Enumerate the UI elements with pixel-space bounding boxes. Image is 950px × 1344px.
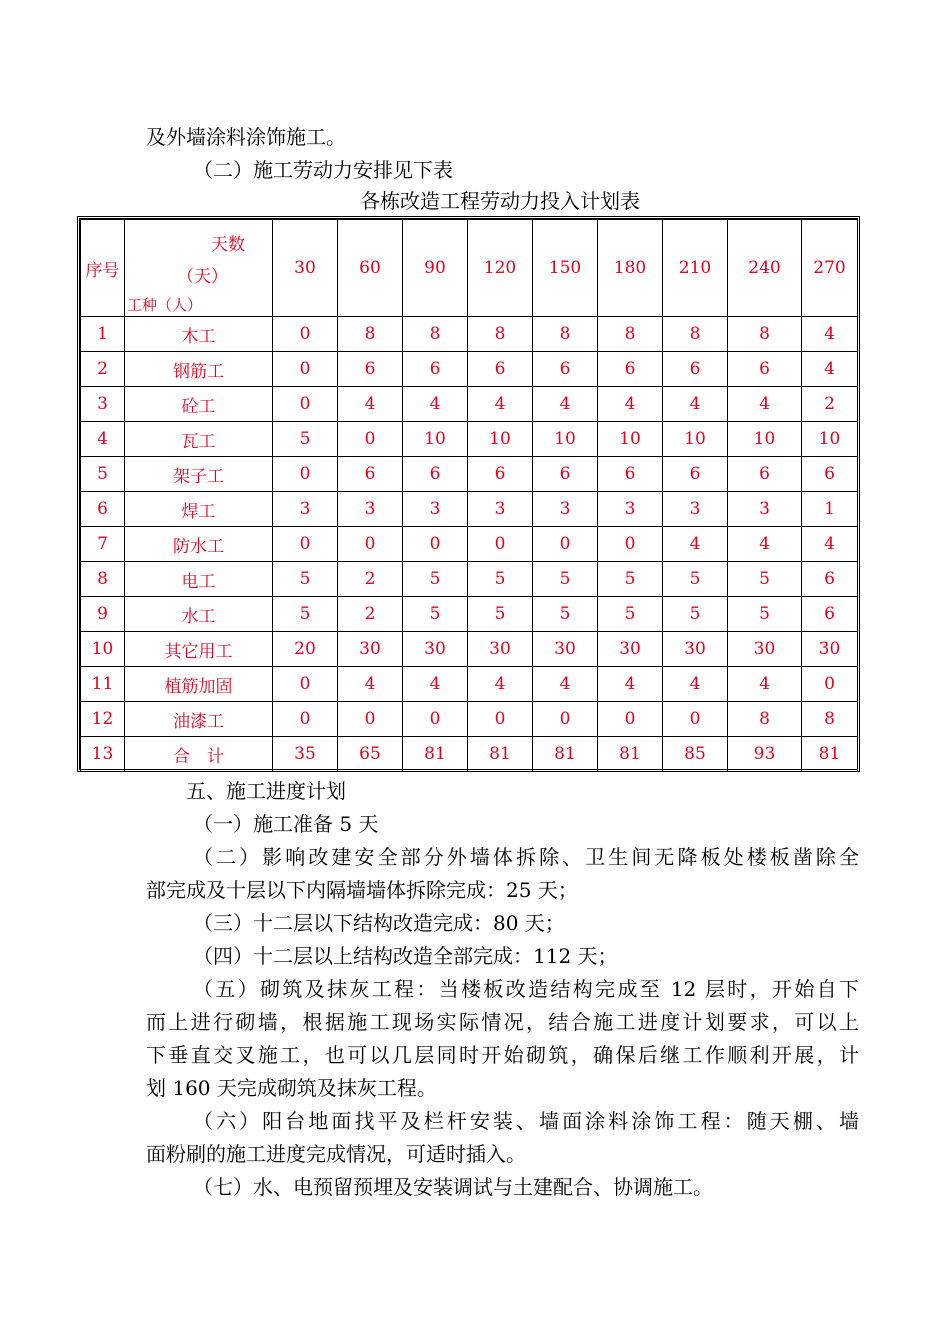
worker-count-cell: 5	[273, 597, 338, 632]
worker-count-cell: 4	[338, 667, 403, 702]
worker-count-cell: 5	[533, 562, 598, 597]
worker-count-cell: 10	[533, 422, 598, 457]
worker-count-cell: 0	[273, 457, 338, 492]
worker-count-cell: 10	[403, 422, 468, 457]
worker-count-cell: 4	[663, 667, 728, 702]
table-row	[81, 737, 858, 772]
trade-name: 架子工	[125, 457, 273, 492]
worker-count-cell: 6	[338, 352, 403, 387]
worker-count-cell: 0	[533, 702, 598, 737]
worker-count-cell: 3	[533, 492, 598, 527]
labor-table-frame	[77, 216, 860, 772]
table-row	[81, 422, 858, 457]
worker-count-cell: 4	[468, 387, 533, 422]
worker-count-cell: 3	[598, 492, 663, 527]
worker-count-cell: 6	[533, 352, 598, 387]
worker-count-cell: 30	[663, 632, 728, 667]
day-header: 120	[468, 220, 533, 317]
row-number: 7	[81, 527, 125, 562]
worker-count-cell: 5	[663, 562, 728, 597]
day-header: 150	[533, 220, 598, 317]
worker-count-cell: 8	[663, 317, 728, 352]
worker-count-cell: 81	[533, 737, 598, 772]
worker-count-cell: 8	[728, 317, 802, 352]
worker-count-cell: 20	[273, 632, 338, 667]
worker-count-cell: 30	[468, 632, 533, 667]
worker-count-cell: 93	[728, 737, 802, 772]
worker-count-cell: 30	[728, 632, 802, 667]
trade-name: 砼工	[125, 387, 273, 422]
worker-count-cell: 8	[468, 317, 533, 352]
worker-count-cell: 8	[598, 317, 663, 352]
table-row	[81, 387, 858, 422]
trade-name: 水工	[125, 597, 273, 632]
table-row	[81, 527, 858, 562]
worker-count-cell: 4	[728, 667, 802, 702]
worker-count-cell: 5	[663, 597, 728, 632]
table-header-row	[81, 220, 858, 317]
row-number: 2	[81, 352, 125, 387]
schedule-item-5-line-4: 划 160 天完成砌筑及抹灰工程。	[146, 1076, 437, 1100]
worker-count-cell: 10	[663, 422, 728, 457]
trade-name: 瓦工	[125, 422, 273, 457]
table-row	[81, 702, 858, 737]
day-header: 60	[338, 220, 403, 317]
row-number: 1	[81, 317, 125, 352]
worker-count-cell: 0	[468, 527, 533, 562]
worker-count-cell: 0	[468, 702, 533, 737]
trade-name: 钢筋工	[125, 352, 273, 387]
worker-count-cell: 6	[598, 457, 663, 492]
worker-count-cell: 81	[802, 737, 858, 772]
worker-count-cell: 0	[273, 527, 338, 562]
worker-count-cell: 0	[598, 527, 663, 562]
schedule-item-3: （三）十二层以下结构改造完成：80 天；	[193, 911, 565, 935]
worker-count-cell: 4	[403, 667, 468, 702]
worker-count-cell: 4	[728, 527, 802, 562]
day-header: 210	[663, 220, 728, 317]
row-number: 12	[81, 702, 125, 737]
worker-count-cell: 3	[468, 492, 533, 527]
worker-count-cell: 6	[403, 457, 468, 492]
worker-count-cell: 5	[533, 597, 598, 632]
day-header: 90	[403, 220, 468, 317]
worker-count-cell: 0	[273, 667, 338, 702]
worker-count-cell: 4	[598, 387, 663, 422]
worker-count-cell: 5	[468, 562, 533, 597]
worker-count-cell: 4	[533, 667, 598, 702]
worker-count-cell: 5	[598, 562, 663, 597]
worker-count-cell: 5	[468, 597, 533, 632]
worker-count-cell: 5	[728, 597, 802, 632]
worker-count-cell: 30	[533, 632, 598, 667]
worker-count-cell: 4	[468, 667, 533, 702]
worker-count-cell: 8	[403, 317, 468, 352]
worker-count-cell: 6	[802, 562, 858, 597]
schedule-item-6-line-2: 面粉刷的施工进度完成情况，可适时插入。	[146, 1142, 526, 1166]
worker-count-cell: 81	[403, 737, 468, 772]
worker-count-cell: 30	[403, 632, 468, 667]
row-number: 11	[81, 667, 125, 702]
worker-count-cell: 4	[663, 527, 728, 562]
trade-name: 木工	[125, 317, 273, 352]
worker-count-cell: 2	[338, 597, 403, 632]
worker-count-cell: 8	[338, 317, 403, 352]
schedule-item-2-line-1: （二）影响改建安全部分外墙体拆除、卫生间无降板处楼板凿除全	[193, 845, 859, 869]
corner-unit-label: （天）	[177, 267, 228, 287]
worker-count-cell: 10	[468, 422, 533, 457]
row-number: 13	[81, 737, 125, 772]
worker-count-cell: 0	[273, 352, 338, 387]
worker-count-cell: 8	[728, 702, 802, 737]
corner-days-label: 天数	[211, 235, 245, 255]
worker-count-cell: 0	[338, 527, 403, 562]
worker-count-cell: 10	[728, 422, 802, 457]
worker-count-cell: 0	[338, 702, 403, 737]
worker-count-cell: 30	[338, 632, 403, 667]
schedule-item-6-line-1: （六）阳台地面找平及栏杆安装、墙面涂料涂饰工程：随天棚、墙	[193, 1109, 859, 1133]
day-header: 270	[802, 220, 858, 317]
intro-line-2: （二）施工劳动力安排见下表	[193, 158, 453, 182]
worker-count-cell: 0	[403, 702, 468, 737]
trade-name: 防水工	[125, 527, 273, 562]
schedule-item-5-line-2: 而上进行砌墙，根据施工现场实际情况，结合施工进度计划要求，可以上	[146, 1010, 859, 1034]
worker-count-cell: 4	[403, 387, 468, 422]
row-number: 6	[81, 492, 125, 527]
worker-count-cell: 6	[468, 352, 533, 387]
worker-count-cell: 5	[273, 562, 338, 597]
row-number: 9	[81, 597, 125, 632]
worker-count-cell: 4	[663, 387, 728, 422]
worker-count-cell: 6	[468, 457, 533, 492]
worker-count-cell: 0	[598, 702, 663, 737]
worker-count-cell: 4	[802, 527, 858, 562]
worker-count-cell: 81	[598, 737, 663, 772]
intro-line-1: 及外墙涂料涂饰施工。	[146, 125, 346, 149]
worker-count-cell: 5	[403, 597, 468, 632]
worker-count-cell: 4	[338, 387, 403, 422]
worker-count-cell: 3	[338, 492, 403, 527]
worker-count-cell: 6	[663, 352, 728, 387]
trade-name: 油漆工	[125, 702, 273, 737]
worker-count-cell: 6	[802, 597, 858, 632]
table-title: 各栋改造工程劳动力投入计划表	[360, 189, 640, 213]
worker-count-cell: 3	[403, 492, 468, 527]
worker-count-cell: 3	[663, 492, 728, 527]
schedule-item-1: （一）施工准备 5 天	[193, 812, 379, 836]
worker-count-cell: 10	[598, 422, 663, 457]
row-number: 10	[81, 632, 125, 667]
schedule-item-5-line-3: 下垂直交叉施工，也可以几层同时开始砌筑，确保后继工作顺利开展，计	[146, 1043, 859, 1067]
worker-count-cell: 6	[728, 457, 802, 492]
table-row	[81, 352, 858, 387]
row-number: 3	[81, 387, 125, 422]
day-header: 30	[273, 220, 338, 317]
schedule-item-2-line-2: 部完成及十层以下内隔墙墙体拆除完成：25 天；	[146, 878, 578, 902]
worker-count-cell: 6	[598, 352, 663, 387]
worker-count-cell: 81	[468, 737, 533, 772]
day-header: 180	[598, 220, 663, 317]
table-row	[81, 492, 858, 527]
worker-count-cell: 6	[533, 457, 598, 492]
table-row	[81, 317, 858, 352]
trade-name: 电工	[125, 562, 273, 597]
worker-count-cell: 8	[802, 702, 858, 737]
worker-count-cell: 4	[598, 667, 663, 702]
trade-name: 植筋加固	[125, 667, 273, 702]
table-row	[81, 562, 858, 597]
worker-count-cell: 0	[533, 527, 598, 562]
worker-count-cell: 8	[533, 317, 598, 352]
worker-count-cell: 30	[598, 632, 663, 667]
worker-count-cell: 6	[663, 457, 728, 492]
worker-count-cell: 5	[728, 562, 802, 597]
worker-count-cell: 6	[728, 352, 802, 387]
worker-count-cell: 6	[403, 352, 468, 387]
worker-count-cell: 1	[802, 492, 858, 527]
table-row	[81, 597, 858, 632]
table-row	[81, 667, 858, 702]
table-row	[81, 457, 858, 492]
worker-count-cell: 0	[273, 702, 338, 737]
worker-count-cell: 5	[403, 562, 468, 597]
worker-count-cell: 4	[802, 317, 858, 352]
worker-count-cell: 0	[403, 527, 468, 562]
worker-count-cell: 0	[663, 702, 728, 737]
schedule-item-7: （七）水、电预留预埋及安装调试与土建配合、协调施工。	[193, 1175, 713, 1199]
worker-count-cell: 6	[802, 457, 858, 492]
worker-count-cell: 2	[338, 562, 403, 597]
schedule-item-4: （四）十二层以上结构改造全部完成：112 天；	[193, 944, 618, 968]
worker-count-cell: 4	[802, 352, 858, 387]
row-number: 8	[81, 562, 125, 597]
worker-count-cell: 30	[802, 632, 858, 667]
worker-count-cell: 65	[338, 737, 403, 772]
worker-count-cell: 5	[598, 597, 663, 632]
worker-count-cell: 3	[728, 492, 802, 527]
row-number: 5	[81, 457, 125, 492]
worker-count-cell: 0	[338, 422, 403, 457]
worker-count-cell: 5	[273, 422, 338, 457]
schedule-item-5-line-1: （五）砌筑及抹灰工程：当楼板改造结构完成至 12 层时，开始自下	[193, 977, 859, 1001]
row-number: 4	[81, 422, 125, 457]
trade-name: 合 计	[125, 737, 273, 772]
table-row	[81, 632, 858, 667]
worker-count-cell: 0	[273, 387, 338, 422]
trade-name: 其它用工	[125, 632, 273, 667]
corner-trade-label: 工种（人）	[127, 296, 203, 314]
worker-count-cell: 35	[273, 737, 338, 772]
seq-header: 序号	[81, 220, 125, 317]
worker-count-cell: 4	[533, 387, 598, 422]
worker-count-cell: 3	[273, 492, 338, 527]
worker-count-cell: 4	[728, 387, 802, 422]
worker-count-cell: 85	[663, 737, 728, 772]
corner-header	[125, 220, 273, 317]
worker-count-cell: 2	[802, 387, 858, 422]
day-header: 240	[728, 220, 802, 317]
worker-count-cell: 6	[338, 457, 403, 492]
worker-count-cell: 0	[802, 667, 858, 702]
labor-table	[80, 219, 858, 772]
schedule-heading: 五、施工进度计划	[186, 779, 346, 803]
worker-count-cell: 0	[273, 317, 338, 352]
worker-count-cell: 10	[802, 422, 858, 457]
trade-name: 焊工	[125, 492, 273, 527]
